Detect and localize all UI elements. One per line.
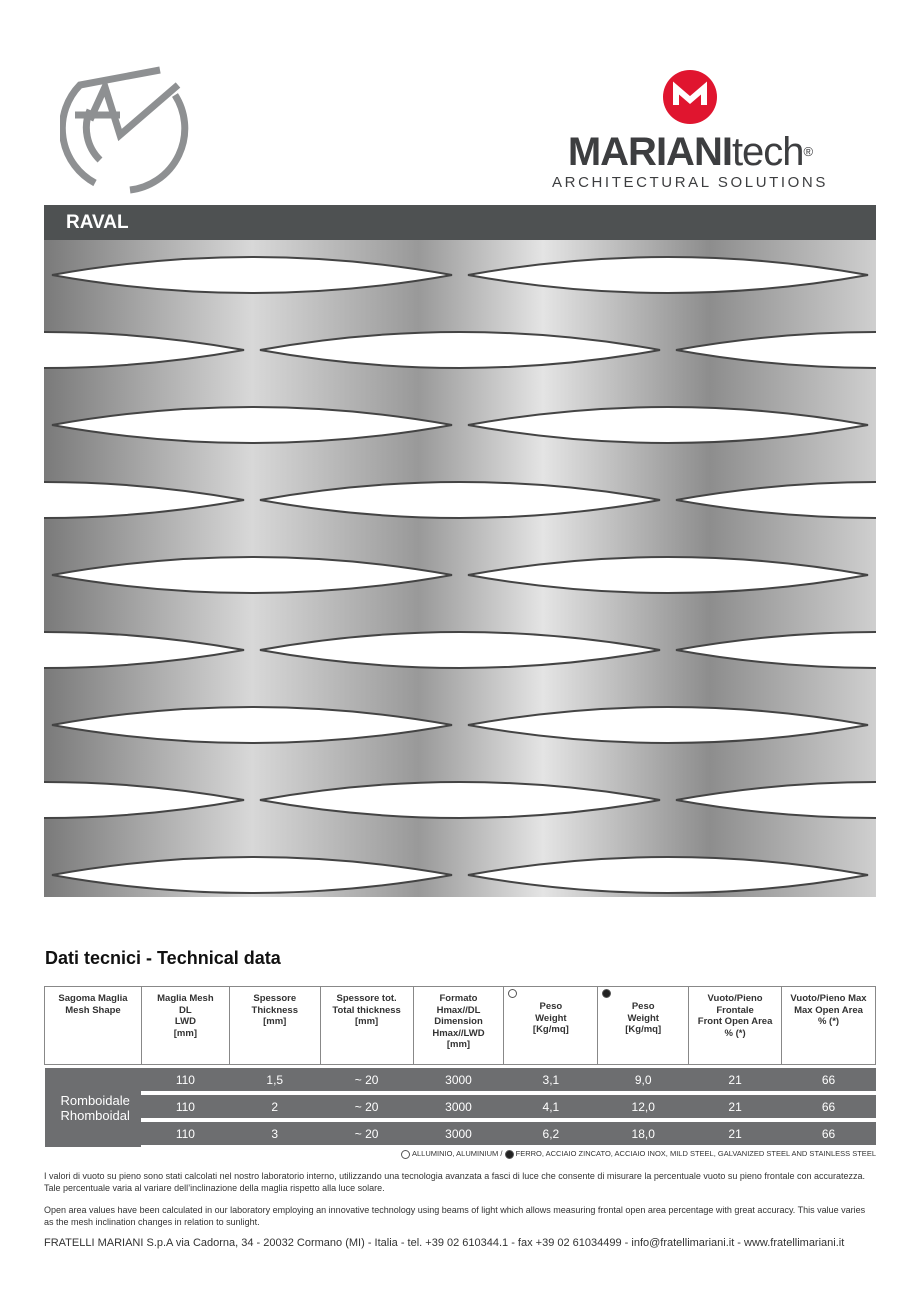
filled-circle-icon <box>505 1150 514 1159</box>
column-header: Spessore Thickness [mm] <box>229 987 320 1065</box>
table-cell: 21 <box>689 1068 782 1093</box>
table-cell: 4,1 <box>504 1093 598 1120</box>
product-title: RAVAL <box>66 212 129 233</box>
table-cell: 21 <box>689 1093 782 1120</box>
m-circle-icon <box>663 70 717 124</box>
note-italian: I valori di vuoto su pieno sono stati calcolati nel nostro laboratorio interno, utilizzando una tecnologia avanzata a fasci di luce che consente di misurare la percentuale vuoto su pieno frontale con accuratezza. Tale percentuale varia al variare dell’inclinazione della maglia rispetto alla luce solare. <box>44 1171 865 1193</box>
filled-circle-icon <box>602 989 611 998</box>
marianitech-logo <box>520 70 860 191</box>
column-header: Peso Weight [Kg/mq] <box>504 987 598 1065</box>
technical-data-table <box>44 986 876 1149</box>
table-cell: 66 <box>782 1120 876 1147</box>
column-header: Spessore tot. Total thickness [mm] <box>320 987 413 1065</box>
table-cell: 66 <box>782 1093 876 1120</box>
table-cell: 21 <box>689 1120 782 1147</box>
table-cell: 110 <box>141 1120 229 1147</box>
table-cell: 2 <box>229 1093 320 1120</box>
table-cell: 3000 <box>413 1068 504 1093</box>
table-cell: 12,0 <box>598 1093 689 1120</box>
table-cell: ~ 20 <box>320 1068 413 1093</box>
column-header: Vuoto/Pieno Frontale Front Open Area % (*) <box>689 987 782 1065</box>
table-cell: 110 <box>141 1068 229 1093</box>
table-cell: 3000 <box>413 1120 504 1147</box>
brand-tagline: ARCHITECTURAL SOLUTIONS <box>552 174 828 191</box>
brand-name: MARIANI <box>567 130 732 174</box>
table-cell: 3000 <box>413 1093 504 1120</box>
mesh-shape-cell: Romboidale Rhomboidal <box>45 1068 142 1147</box>
registered-mark: ® <box>803 144 813 159</box>
table-cell: 6,2 <box>504 1120 598 1147</box>
open-circle-icon <box>508 989 517 998</box>
column-header: Vuoto/Pieno Max Max Open Area % (*) <box>782 987 876 1065</box>
mesh-product-photo <box>44 240 876 897</box>
table-cell: 3,1 <box>504 1068 598 1093</box>
table-cell: ~ 20 <box>320 1120 413 1147</box>
table-cell: ~ 20 <box>320 1093 413 1120</box>
open-circle-icon <box>401 1150 410 1159</box>
product-title-bar <box>44 205 876 240</box>
note-english: Open area values have been calculated in our laboratory employing an innovative technology using beams of light which allows measuring frontal open area percentage with great accuracy. This value varies as the mesh inclination changes in relation to sunlight. <box>44 1205 866 1227</box>
table-row <box>45 1068 876 1093</box>
table-cell: 66 <box>782 1068 876 1093</box>
table-cell: 9,0 <box>598 1068 689 1093</box>
table-header-row <box>45 987 876 1065</box>
column-header: Maglia Mesh DL LWD [mm] <box>141 987 229 1065</box>
table-row <box>45 1120 876 1147</box>
table-cell: 1,5 <box>229 1068 320 1093</box>
technical-data-title: Dati tecnici - Technical data <box>45 948 281 968</box>
column-header: Peso Weight [Kg/mq] <box>598 987 689 1065</box>
table-cell: 110 <box>141 1093 229 1120</box>
company-footer: FRATELLI MARIANI S.p.A via Cadorna, 34 - 20032 Cormano (MI) - Italia - tel. +39 02 610344.1 - fax +39 02 61034499 - info@fratellimariani.it - www.fratellimariani.it <box>44 1237 845 1249</box>
material-legend: ALLUMINIO, ALUMINIUM / FERRO, ACCIAIO ZINCATO, ACCIAIO INOX, MILD STEEL, GALVANIZED STEEL AND STAINLESS STEEL <box>401 1149 876 1159</box>
column-header: Sagoma Maglia Mesh Shape <box>45 987 142 1065</box>
table-cell: 18,0 <box>598 1120 689 1147</box>
column-header: Formato Hmax//DL Dimension Hmax//LWD [mm] <box>413 987 504 1065</box>
table-cell: 3 <box>229 1120 320 1147</box>
table-row <box>45 1093 876 1120</box>
brand-name-suffix: tech <box>731 130 804 174</box>
fm-monogram-logo <box>60 65 205 195</box>
